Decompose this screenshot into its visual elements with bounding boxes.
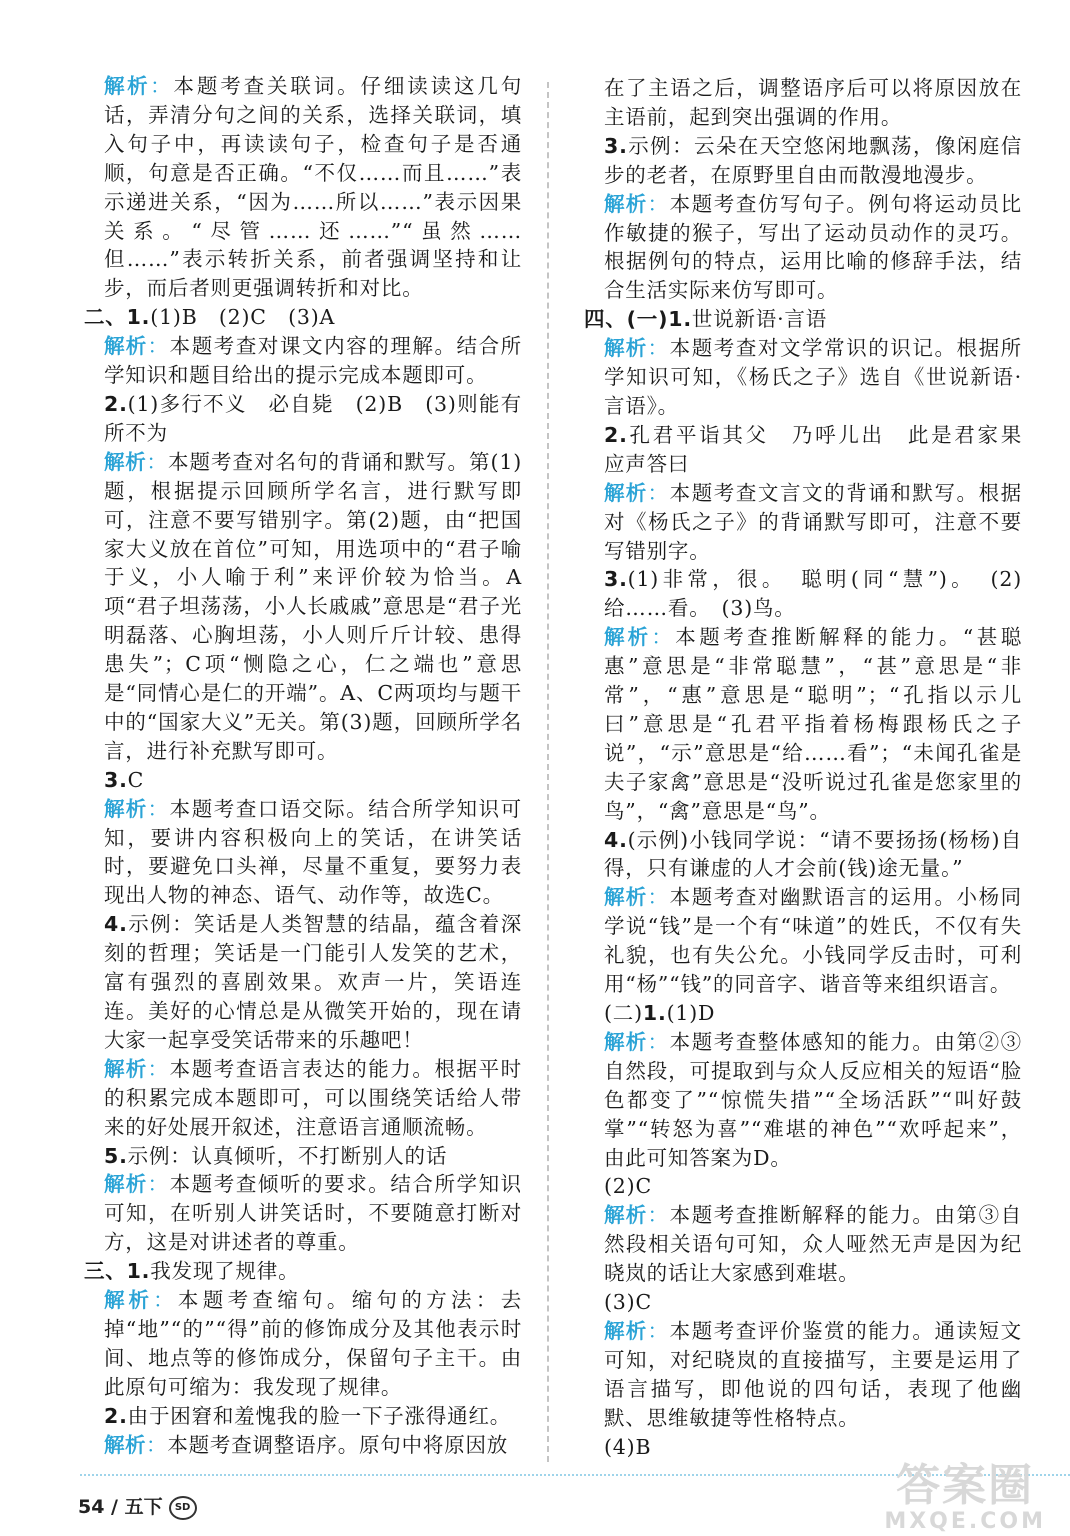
question-number: 4.: [104, 912, 128, 937]
analysis-paragraph: [604, 1201, 1022, 1288]
question-number: 1.: [126, 305, 151, 330]
answer-item: [104, 390, 522, 448]
watermark-title: 答案圈: [896, 1460, 1035, 1511]
paragraph-text: 示例：云朵在天空悠闲地飘荡，像闲庭信步的老者，在原野里自由而散漫地漫步。: [604, 133, 1022, 187]
analysis-colon: ：: [647, 480, 670, 505]
analysis-colon: ：: [647, 1203, 670, 1228]
analysis-paragraph: [104, 1055, 522, 1142]
answer-item: [604, 999, 1022, 1028]
answer-item: [84, 1257, 522, 1286]
paragraph-text: 示例：认真倾听，不打断别人的话: [127, 1143, 448, 1168]
paragraph-text: 本题考查对幽默语言的运用。小杨同学说“钱”是一个有“味道”的姓氏，不仅有失礼貌，也有失公允。小钱同学反击时，可利用“杨”“钱”的同音字、谐音等来组织语言。: [604, 885, 1022, 997]
answer-item: [584, 305, 1022, 334]
analysis-colon: ：: [150, 74, 174, 98]
answer-item: [104, 1402, 522, 1431]
analysis-label: 解析: [604, 1318, 648, 1343]
question-number: 3.: [604, 567, 628, 592]
left-column: [84, 72, 522, 1460]
analysis-colon: ：: [147, 796, 170, 821]
page-number: [78, 1492, 197, 1520]
text-paragraph: [604, 1288, 1022, 1317]
page-number-text: 54 / 五下: [78, 1496, 163, 1518]
paragraph-text: 孔君平诣其父 乃呼儿出 此是君家果 应声答曰: [604, 422, 1044, 476]
answer-item: [604, 565, 1022, 623]
paragraph-text: 本题考查评价鉴赏的能力。通读短文可知，对纪晓岚的直接描写，主要是运用了语言描写，即他说的四句话，表现了他幽默、思维敏捷等性格特点。: [604, 1318, 1022, 1430]
analysis-label: 解析: [104, 449, 147, 474]
text-paragraph: [604, 1433, 1022, 1462]
analysis-colon: ：: [651, 625, 676, 650]
paragraph-text: (4)B: [604, 1434, 652, 1459]
paragraph-text: 本题考查语言表达的能力。根据平时的积累完成本题即可，可以围绕笑话给人带来的好处展开叙述，注意语言通顺流畅。: [104, 1056, 522, 1139]
paragraph-text: 本题考查口语交际。结合所学知识可知，要讲内容积极向上的笑话，在讲笑话时，要避免口头禅，尽量不重复，要努力表现出人物的神态、语气、动作等，故选C。: [104, 796, 522, 908]
watermark-url: MXQE.COM: [884, 1509, 1046, 1534]
analysis-label: 解析: [104, 74, 151, 98]
paragraph-text: 在了主语之后，调整语序后可以将原因放在主语前，起到突出强调的作用。: [604, 76, 1022, 129]
analysis-colon: ：: [147, 1172, 170, 1197]
analysis-paragraph: [104, 448, 522, 766]
analysis-paragraph: [604, 883, 1022, 999]
analysis-colon: ：: [146, 449, 168, 474]
question-number: 4.: [604, 827, 628, 852]
analysis-paragraph: [104, 1286, 522, 1402]
watermark: [884, 1462, 1046, 1534]
analysis-label: 解析: [604, 885, 648, 910]
answer-item: [104, 766, 522, 795]
question-number: 5.: [104, 1143, 128, 1168]
analysis-label: 解析: [604, 1029, 648, 1054]
paragraph-text: 本题考查对名句的背诵和默写。第(1)题，根据提示回顾所学名言，进行默写即可，注意不要写错别字。第(2)题，由“把国家大义放在首位”可知，用选项中的“君子喻于义，小人喻于利”来评价较为恰当。A项“君子坦荡荡，小人长戚戚”意思是“君子光明磊落、心胸坦荡，小人则斤斤计较、患得患失”；C项“恻隐之心，仁之端也”意思是“同情心是仁的开端”。A、C两项均与题干中的“国家大义”无关。第(3)题，回顾所学名言，进行补充默写即可。: [104, 449, 522, 763]
question-number: 1.: [126, 1259, 151, 1284]
paragraph-text: (1)非常，很。 聪明(同“慧”)。 (2)给……看。 (3)鸟。: [604, 567, 1022, 621]
analysis-colon: ：: [647, 336, 670, 361]
paragraph-text: 本题考查整体感知的能力。由第②③自然段，可提取到与众人反应相关的短语“脸色都变了”“惊慌失措”“全场活跃”“叫好鼓掌”“转怒为喜”“难堪的神色”“欢呼起来”，由此可知答案为D。: [604, 1029, 1022, 1170]
analysis-colon: ：: [647, 885, 670, 910]
analysis-label: 解析: [104, 796, 148, 821]
analysis-label: 解析: [604, 480, 648, 505]
paragraph-text: (1)D: [666, 1001, 716, 1025]
analysis-paragraph: [104, 332, 522, 390]
section-number: 二、: [84, 305, 127, 330]
analysis-colon: ：: [647, 1029, 670, 1054]
paragraph-text: 本题考查文言文的背诵和默写。根据对《杨氏之子》的背诵默写即可，注意不要写错别字。: [604, 480, 1022, 563]
analysis-label: 解析: [604, 625, 652, 650]
answer-item: [104, 1142, 522, 1171]
paragraph-text: 本题考查缩句。缩句的方法：去掉“地”“的”“得”前的修饰成分及其他表示时间、地点等的修饰成分，保留句子主干。由此原句可缩为：我发现了规律。: [104, 1288, 522, 1399]
analysis-paragraph: [104, 795, 522, 911]
analysis-label: 解析: [104, 1056, 148, 1081]
edition-badge: SD: [169, 1496, 197, 1520]
analysis-label: 解析: [104, 1172, 148, 1197]
paragraph-text: 本题考查推断解释的能力。由第③自然段相关语句可知，众人哑然无声是因为纪晓岚的话让大家感到难堪。: [604, 1203, 1022, 1286]
text-paragraph: [604, 1172, 1022, 1201]
question-number: 1.: [668, 307, 692, 332]
analysis-colon: ：: [647, 191, 670, 216]
analysis-paragraph: [104, 72, 522, 303]
analysis-colon: ：: [147, 334, 170, 359]
question-number: 2.: [604, 422, 628, 447]
page-footer: [0, 1462, 1070, 1536]
question-number: 3.: [104, 767, 128, 792]
paragraph-text: (1)B (2)C (3)A: [150, 305, 336, 330]
analysis-paragraph: [604, 623, 1022, 825]
question-number: 1.: [642, 1001, 667, 1025]
paragraph-text: 本题考查关联词。仔细读读这几句话，弄清分句之间的关系，选择关联词，填入句子中，再读读句子，检查句子是否通顺，句意是否正确。“不仅……而且……”表示递进关系，“因为……所以……”表示因果关系。“尽管……还……”“虽然……但……”表示转折关系，前者强调坚持和让步，而后者则更强调转折和对比。: [104, 74, 522, 301]
analysis-paragraph: [104, 1431, 522, 1460]
section-number: (二): [604, 1001, 643, 1025]
question-number: 2.: [104, 391, 128, 416]
paragraph-text: 本题考查调整语序。原句中将原因放: [167, 1432, 509, 1457]
analysis-label: 解析: [604, 1203, 648, 1228]
paragraph-text: (3)C: [604, 1290, 652, 1315]
analysis-paragraph: [604, 479, 1022, 566]
paragraph-text: C: [127, 767, 145, 792]
paragraph-text: (1)多行不义 必自毙 (2)B (3)则能有所不为: [104, 391, 522, 445]
analysis-label: 解析: [604, 336, 648, 361]
paragraph-text: (示例)小钱同学说：“请不要扬扬(杨杨)自得，只有谦虚的人才会前(钱)途无量。”: [604, 827, 1022, 881]
analysis-colon: ：: [146, 1432, 168, 1457]
paragraph-text: 本题考查倾听的要求。结合所学知识可知，在听别人讲笑话时，不要随意打断对方，这是对讲述者的尊重。: [104, 1172, 522, 1255]
answer-item: [604, 826, 1022, 884]
analysis-paragraph: [604, 334, 1022, 421]
analysis-paragraph: [604, 1028, 1022, 1173]
column-divider: [547, 82, 549, 1462]
paragraph-text: 世说新语·言语: [691, 307, 828, 332]
right-column: [584, 74, 1044, 1462]
answer-item: [84, 303, 522, 332]
section-number: 四、(一): [584, 307, 669, 332]
answer-item: [104, 910, 522, 1055]
analysis-label: 解析: [104, 1288, 154, 1313]
analysis-colon: ：: [647, 1318, 670, 1343]
analysis-colon: ：: [147, 1056, 170, 1081]
paragraph-text: (2)C: [604, 1174, 652, 1199]
paragraph-text: 我发现了规律。: [150, 1259, 300, 1284]
question-number: 2.: [104, 1403, 128, 1428]
section-number: 三、: [84, 1259, 127, 1284]
analysis-colon: ：: [153, 1288, 178, 1313]
analysis-paragraph: [604, 1317, 1022, 1433]
analysis-paragraph: [604, 190, 1022, 306]
paragraph-text: 本题考查对文学常识的识记。根据所学知识可知，《杨氏之子》选自《世说新语·言语》。: [604, 336, 1022, 418]
analysis-label: 解析: [104, 1432, 146, 1457]
analysis-label: 解析: [604, 191, 648, 216]
answer-item: [604, 132, 1022, 190]
paragraph-text: 由于困窘和羞愧我的脸一下子涨得通红。: [127, 1403, 512, 1428]
question-number: 3.: [604, 133, 628, 158]
paragraph-text: 本题考查仿写句子。例句将运动员比作敏捷的猴子，写出了运动员动作的灵巧。根据例句的特点，运用比喻的修辞手法，结合生活实际来仿写即可。: [604, 191, 1022, 303]
analysis-label: 解析: [104, 334, 148, 359]
paragraph-text: 本题考查对课文内容的理解。结合所学知识和题目给出的提示完成本题即可。: [104, 334, 522, 388]
text-paragraph: [604, 74, 1022, 132]
paragraph-text: 示例：笑话是人类智慧的结晶，蕴含着深刻的哲理；笑话是一门能引人发笑的艺术，富有强烈的喜剧效果。欢声一片，笑语连连。美好的心情总是从微笑开始的，现在请大家一起享受笑话带来的乐趣吧！: [104, 912, 522, 1052]
answer-item: [604, 421, 1044, 479]
paragraph-text: 本题考查推断解释的能力。“甚聪惠”意思是“非常聪慧”，“甚”意思是“非常”，“惠”意思是“聪明”；“孔指以示儿曰”意思是“孔君平指着杨梅跟杨氏之子说”，“示”意思是“给……看”；“未闻孔雀是夫子家禽”意思是“没听说过孔雀是您家里的鸟”，“禽”意思是“鸟”。: [604, 625, 1023, 823]
analysis-paragraph: [104, 1170, 522, 1257]
